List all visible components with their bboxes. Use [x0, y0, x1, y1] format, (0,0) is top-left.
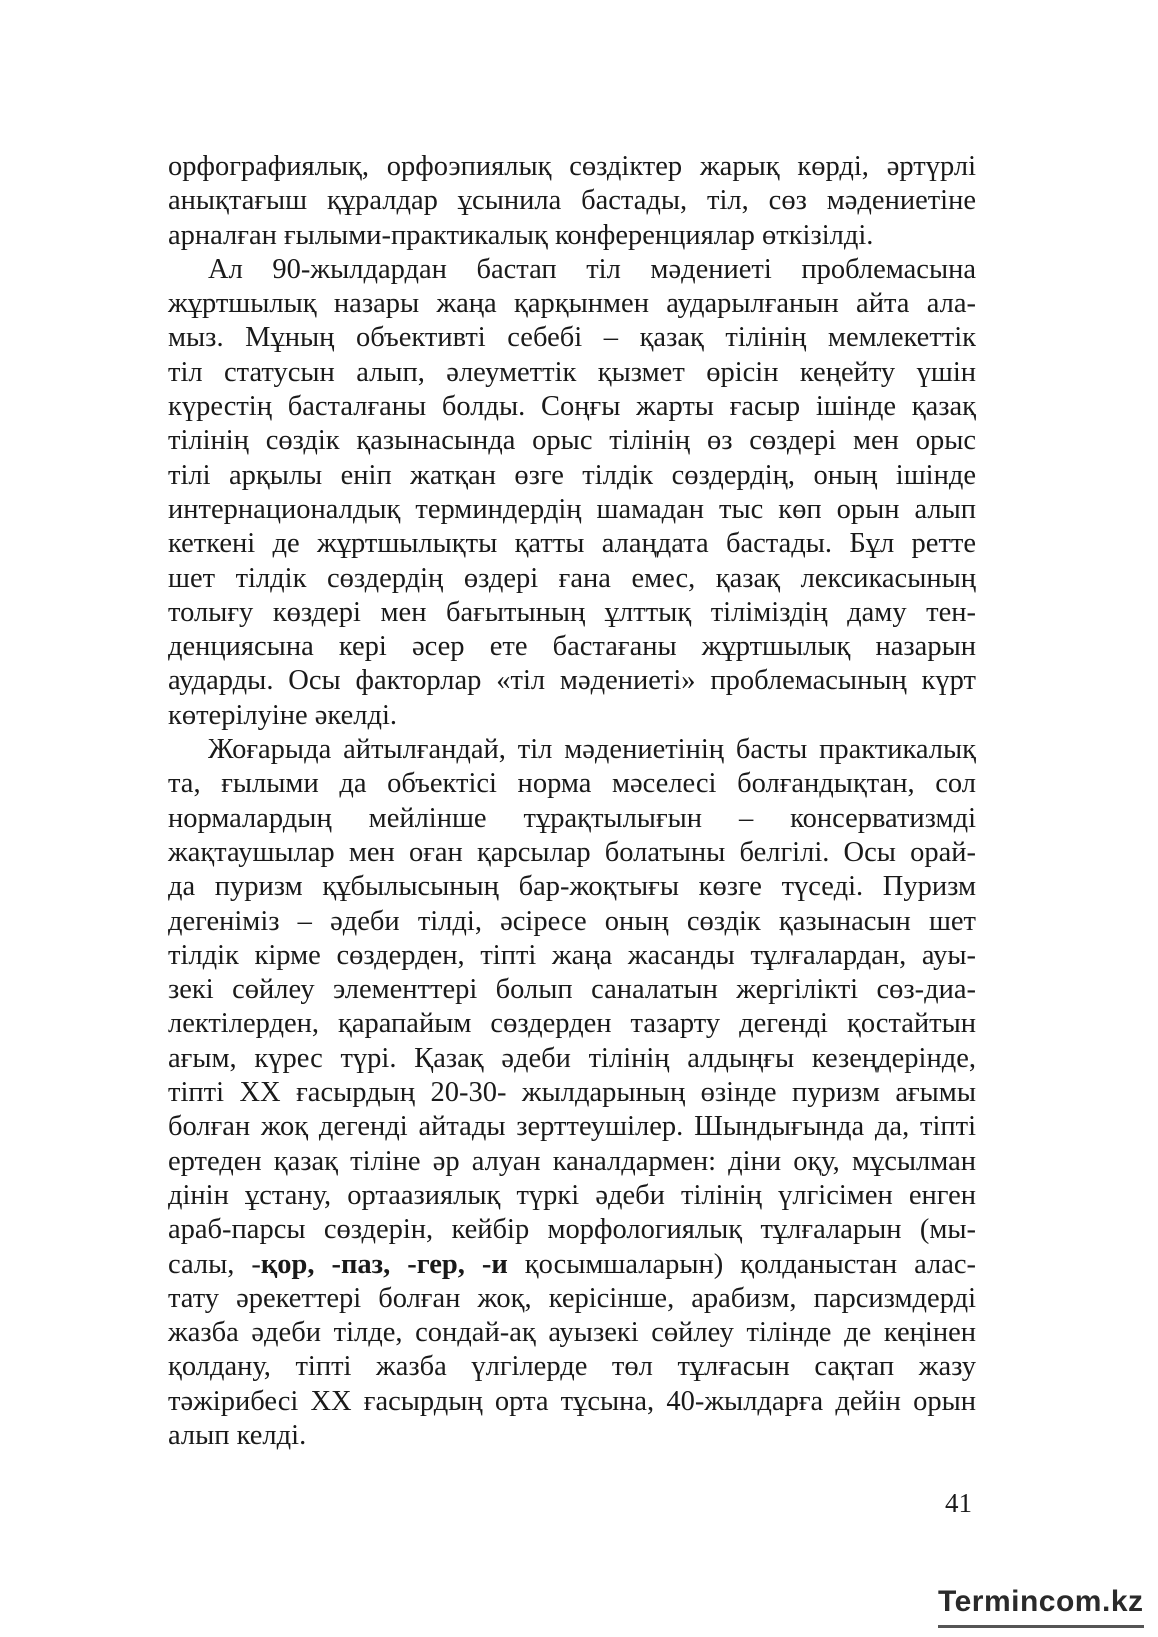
paragraph-2-end: [168, 699, 976, 733]
text-line: орфографиялық, орфоэпиялық сөздіктер жарық көрді, әртүрлі: [168, 151, 976, 182]
text-line: тілінің сөздік қазынасында орыс тілінің өз сөздері мен орыс: [168, 425, 976, 457]
text-line: дінін ұстану, ортаазиялық түркі әдеби тілінің үлгісімен енген: [168, 1179, 976, 1211]
text-line: тілі арқылы еніп жатқан өзге тілдік сөздердің, оның ішінде: [168, 459, 976, 491]
text-line: нормалардың мейлінше тұрақтылығын – консерватизмді: [168, 802, 976, 834]
paragraph-1: [168, 150, 976, 219]
text-line: тәжірибесі ХХ ғасырдың орта тұсына, 40-жылдарға дейін орын: [168, 1385, 976, 1417]
paragraph-3-end: [168, 1419, 976, 1453]
text-line: жазба әдеби тілде, сондай-ақ ауызекі сөйлеу тілінде де кеңінен: [168, 1317, 976, 1349]
text-line: шет тілдік сөздердің өздері ғана емес, қазақ лексикасының: [168, 562, 976, 594]
text-line: зекі сөйлеу элементтері болып саналатын жергілікті сөз-диа-: [168, 974, 976, 1006]
watermark-text: Termincom.kz: [938, 1585, 1144, 1618]
text-line: ертеден қазақ тіліне әр алуан каналдармен: діни оқу, мұсылман: [168, 1145, 976, 1177]
paragraph-1-end: [168, 219, 976, 253]
text-line: лектілерден, қарапайым сөздерден тазарту дегенді қостайтын: [168, 1008, 976, 1040]
text-line: араб-парсы сөздерін, кейбір морфологиялық тұлғаларын (мы-: [168, 1214, 976, 1246]
text-line: мыз. Мұның объективті себебі – қазақ тілінің мемлекеттік: [168, 322, 976, 354]
text-line: тату әрекеттері болған жоқ, керісінше, арабизм, парсизмдерді: [168, 1282, 976, 1314]
text-line: та, ғылыми да объектісі норма мәселесі болғандықтан, сол: [168, 768, 976, 800]
text-line: анықтағыш құралдар ұсынила бастады, тіл, сөз мәдениетіне: [168, 185, 976, 217]
text-line: болған жоқ дегенді айтады зерттеушілер. Шындығында да, тіпті: [168, 1111, 976, 1143]
paragraph-2: [168, 253, 976, 699]
text-line: жұртшылық назары жаңа қарқынмен аударылғанын айта ала-: [168, 288, 976, 320]
text-line: күрестің басталғаны болды. Соңғы жарты ғасыр ішінде қазақ: [168, 391, 976, 423]
text-line: да пуризм құбылысының бар-жоқтығы көзге түседі. Пуризм: [168, 871, 976, 903]
watermark-logo: [938, 1585, 1148, 1627]
text-line: тіпті ХХ ғасырдың 20-30- жылдарының өзінде пуризм ағымы: [168, 1077, 976, 1109]
paragraph-3-mixed-line: [168, 1248, 976, 1282]
paragraph-3: [168, 733, 976, 1247]
text-line: арналған ғылыми-практикалық конференциялар өткізілді.: [168, 219, 874, 251]
text-run: қосымшаларын) қолданыстан алас-: [507, 1248, 976, 1280]
text-line: кеткені де жұртшылықты қатты алаңдата бастады. Бұл ретте: [168, 528, 976, 560]
text-line: дегеніміз – әдеби тілді, әсіресе оның сөздік қазынасын шет: [168, 905, 976, 937]
text-line: қолдану, тіпті жазба үлгілерде төл тұлғасын сақтап жазу: [168, 1351, 976, 1383]
text-line: толығу көздері мен бағытының ұлттық тіліміздің даму тен-: [168, 596, 976, 628]
text-line: көтерілуіне әкелді.: [168, 699, 397, 731]
bold-suffixes: қор, -паз, -гер, -и: [260, 1248, 508, 1280]
page-body: [168, 150, 976, 1453]
paragraph-3-cont: [168, 1282, 976, 1419]
text-line: аударды. Осы факторлар «тіл мәдениеті» проблемасының күрт: [168, 665, 976, 697]
text-line: Жоғарыда айтылғандай, тіл мәдениетінің басты практикалық: [208, 734, 976, 766]
text-line: тілдік кірме сөздерден, тіпті жаңа жасанды тұлғалардан, ауы-: [168, 939, 976, 971]
text-line: тіл статусын алып, әлеуметтік қызмет өрісін кеңейту үшін: [168, 356, 976, 388]
text-run: салы, -: [168, 1248, 261, 1280]
page-number: 41: [945, 1488, 972, 1518]
watermark-underline: [938, 1625, 1144, 1628]
text-line: интернационалдық терминдердің шамадан тыс көп орын алып: [168, 493, 976, 525]
text-line: Ал 90-жылдардан бастап тіл мәдениеті проблемасына: [208, 253, 976, 285]
text-line: алып келді.: [168, 1419, 307, 1451]
text-line: денциясына кері әсер ете бастағаны жұртшылық назарын: [168, 631, 976, 663]
text-line: ағым, күрес түрі. Қазақ әдеби тілінің алдыңғы кезеңдерінде,: [168, 1042, 976, 1074]
text-line: жақтаушылар мен оған қарсылар болатыны белгілі. Осы орай-: [168, 836, 976, 868]
